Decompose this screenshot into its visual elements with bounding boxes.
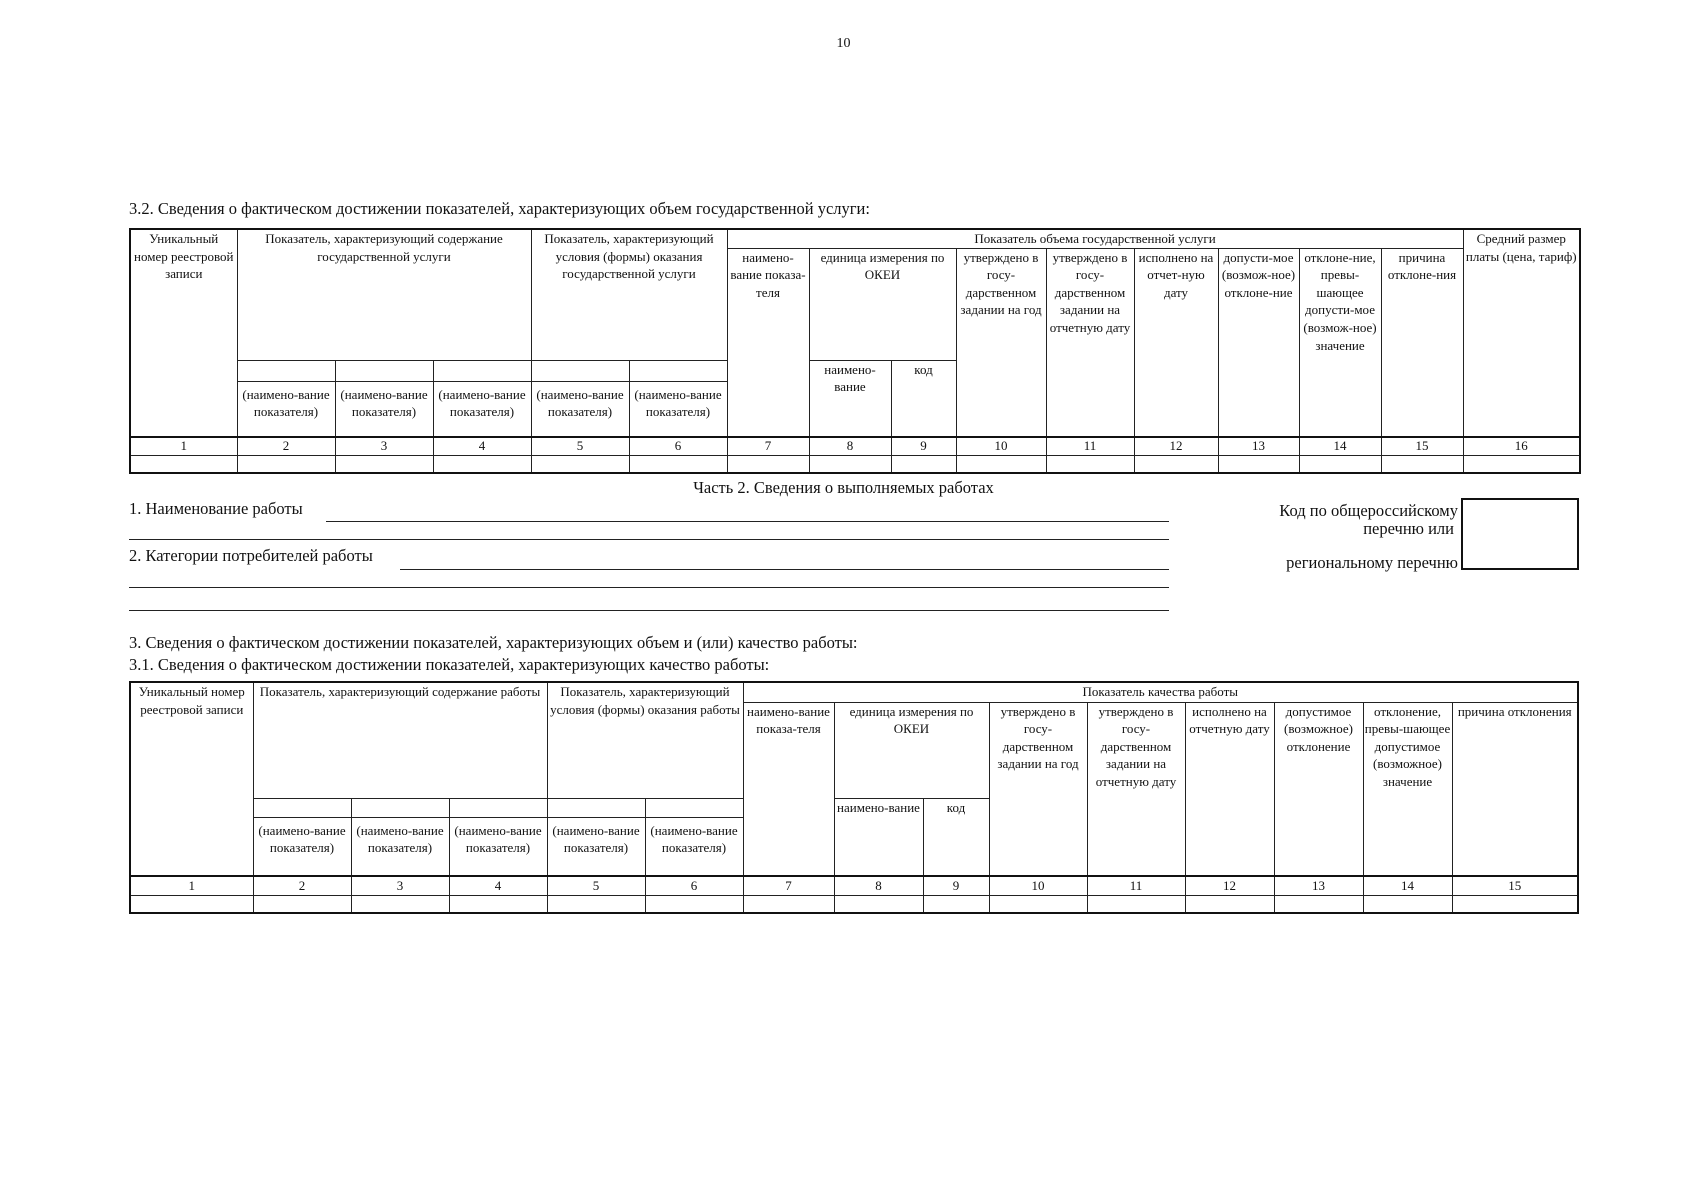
work-quality-table [129, 681, 1579, 914]
t1-num: 7 [727, 437, 809, 455]
t1-num: 4 [433, 437, 531, 455]
section-3-1-heading: 3.1. Сведения о фактическом достижении показателей, характеризующих качество работы: [129, 655, 770, 674]
t2-cell[interactable] [351, 895, 449, 913]
work-code-box[interactable] [1461, 498, 1579, 570]
t2-num: 9 [923, 876, 989, 895]
t2-h-content: Показатель, характеризующий содержание работы [253, 682, 547, 798]
t1-h-done: исполнено на отчет-ную дату [1134, 248, 1218, 437]
t2-cell[interactable] [1452, 895, 1578, 913]
t2-num: 14 [1363, 876, 1452, 895]
t2-num: 2 [253, 876, 351, 895]
t1-num: 3 [335, 437, 433, 455]
t1-cell[interactable] [1046, 455, 1134, 473]
t2-cell[interactable] [834, 895, 923, 913]
t1-cell[interactable] [891, 455, 956, 473]
t2-num: 5 [547, 876, 645, 895]
t2-sub-6: (наимено-вание показателя) [645, 798, 743, 876]
t2-h-approved-date: утверждено в госу-дарственном задании на отчетную дату [1087, 702, 1185, 876]
t2-num: 7 [743, 876, 834, 895]
t2-num: 4 [449, 876, 547, 895]
consumers-line-3[interactable] [129, 610, 1169, 611]
t1-num: 1 [130, 437, 237, 455]
t2-num: 3 [351, 876, 449, 895]
t2-number-row [130, 876, 1578, 895]
t1-h-avg-fee: Средний размер платы (цена, тариф) [1463, 229, 1580, 437]
t1-num: 6 [629, 437, 727, 455]
t2-sub-5: (наимено-вание показателя) [547, 798, 645, 876]
t2-cell[interactable] [645, 895, 743, 913]
t2-sub-2: (наимено-вание показателя) [253, 798, 351, 876]
t2-h-conditions: Показатель, характеризующий условия (формы) оказания работы [547, 682, 743, 798]
t1-h-reason: причина отклоне-ния [1381, 248, 1463, 437]
t1-h-unit-name: наимено-вание [809, 360, 891, 437]
work-name-label: 1. Наименование работы [129, 499, 303, 518]
section-3-heading: 3. Сведения о фактическом достижении показателей, характеризующих объем и (или) качество работы: [129, 633, 858, 652]
t1-num: 8 [809, 437, 891, 455]
t1-cell[interactable] [531, 455, 629, 473]
t1-h-group: Показатель объема государственной услуги [727, 229, 1463, 248]
t1-h-allowed: допусти-мое (возмож-ное) отклоне-ние [1218, 248, 1299, 437]
t2-cell[interactable] [1274, 895, 1363, 913]
t2-h-reason: причина отклонения [1452, 702, 1578, 876]
t2-cell[interactable] [743, 895, 834, 913]
t1-h-unique: Уникальный номер реестровой записи [130, 229, 237, 437]
t2-h-unique: Уникальный номер реестровой записи [130, 682, 253, 876]
t2-num: 13 [1274, 876, 1363, 895]
t1-cell[interactable] [1218, 455, 1299, 473]
t1-num: 9 [891, 437, 956, 455]
t1-h-deviation: отклоне-ние, превы-шающее допусти-мое (возмож-ное) значение [1299, 248, 1381, 437]
code-label-1: Код по общероссийскому [1279, 501, 1458, 520]
t2-cell[interactable] [923, 895, 989, 913]
t1-cell[interactable] [629, 455, 727, 473]
t2-cell[interactable] [253, 895, 351, 913]
t1-num: 10 [956, 437, 1046, 455]
t2-num: 15 [1452, 876, 1578, 895]
t1-h-content: Показатель, характеризующий содержание государственной услуги [237, 229, 531, 360]
t1-cell[interactable] [1463, 455, 1580, 473]
t1-cell[interactable] [1134, 455, 1218, 473]
t2-h-unit: единица измерения по ОКЕИ [834, 702, 989, 798]
consumers-label: 2. Категории потребителей работы [129, 546, 373, 565]
section-3-2-heading: 3.2. Сведения о фактическом достижении показателей, характеризующих объем государственной услуги: [129, 199, 870, 218]
t2-cell[interactable] [1363, 895, 1452, 913]
t2-cell[interactable] [1185, 895, 1274, 913]
t1-sub-2: (наимено-вание показателя) [237, 360, 335, 437]
t1-num: 12 [1134, 437, 1218, 455]
t2-num: 6 [645, 876, 743, 895]
t1-h-approved-year: утверждено в госу-дарственном задании на год [956, 248, 1046, 437]
t2-num: 11 [1087, 876, 1185, 895]
t2-h-unit-name: наимено-вание [834, 798, 923, 876]
t2-num: 10 [989, 876, 1087, 895]
t2-cell[interactable] [989, 895, 1087, 913]
t1-cell[interactable] [335, 455, 433, 473]
t2-sub-4: (наимено-вание показателя) [449, 798, 547, 876]
t1-cell[interactable] [130, 455, 237, 473]
t2-cell[interactable] [547, 895, 645, 913]
t1-cell[interactable] [237, 455, 335, 473]
t1-h-name: наимено-вание показа-теля [727, 248, 809, 437]
t2-h-name: наимено-вание показа-теля [743, 702, 834, 876]
t2-h-deviation: отклонение, превы-шающее допустимое (возможное) значение [1363, 702, 1452, 876]
t1-sub-3: (наимено-вание показателя) [335, 360, 433, 437]
t1-cell[interactable] [1381, 455, 1463, 473]
t1-cell[interactable] [727, 455, 809, 473]
t1-num: 2 [237, 437, 335, 455]
t2-h-done: исполнено на отчетную дату [1185, 702, 1274, 876]
t2-empty-row [130, 895, 1578, 913]
t2-num: 8 [834, 876, 923, 895]
t1-sub-5: (наимено-вание показателя) [531, 360, 629, 437]
t1-h-unit: единица измерения по ОКЕИ [809, 248, 956, 360]
t2-h-group: Показатель качества работы [743, 682, 1578, 702]
t1-cell[interactable] [809, 455, 891, 473]
t2-cell[interactable] [1087, 895, 1185, 913]
t2-cell[interactable] [130, 895, 253, 913]
t1-empty-row [130, 455, 1580, 473]
t1-cell[interactable] [1299, 455, 1381, 473]
t1-sub-4: (наимено-вание показателя) [433, 360, 531, 437]
t1-num: 15 [1381, 437, 1463, 455]
consumers-line[interactable] [400, 569, 1169, 570]
t2-h-approved-year: утверждено в госу-дарственном задании на год [989, 702, 1087, 876]
t1-h-approved-date: утверждено в госу-дарственном задании на отчетную дату [1046, 248, 1134, 437]
work-name-line-2[interactable] [129, 539, 1169, 540]
t2-cell[interactable] [449, 895, 547, 913]
code-label-3: региональному перечню [1286, 553, 1458, 572]
page-number: 10 [836, 36, 851, 51]
consumers-line-2[interactable] [129, 587, 1169, 588]
t2-h-allowed: допустимое (возможное) отклонение [1274, 702, 1363, 876]
t1-num: 13 [1218, 437, 1299, 455]
t2-num: 1 [130, 876, 253, 895]
t1-h-unit-code: код [891, 360, 956, 437]
t1-num: 14 [1299, 437, 1381, 455]
code-label-2: перечню или [1363, 519, 1454, 538]
service-volume-table [129, 228, 1581, 474]
part-2-title: Часть 2. Сведения о выполняемых работах [693, 478, 994, 497]
t1-num: 11 [1046, 437, 1134, 455]
t1-sub-6: (наимено-вание показателя) [629, 360, 727, 437]
t2-num: 12 [1185, 876, 1274, 895]
t1-h-conditions: Показатель, характеризующий условия (формы) оказания государственной услуги [531, 229, 727, 360]
t2-sub-3: (наимено-вание показателя) [351, 798, 449, 876]
t1-num: 16 [1463, 437, 1580, 455]
t1-number-row [130, 437, 1580, 455]
work-name-line[interactable] [326, 521, 1169, 522]
t1-cell[interactable] [433, 455, 531, 473]
t2-h-unit-code: код [923, 798, 989, 876]
t1-cell[interactable] [956, 455, 1046, 473]
t1-num: 5 [531, 437, 629, 455]
